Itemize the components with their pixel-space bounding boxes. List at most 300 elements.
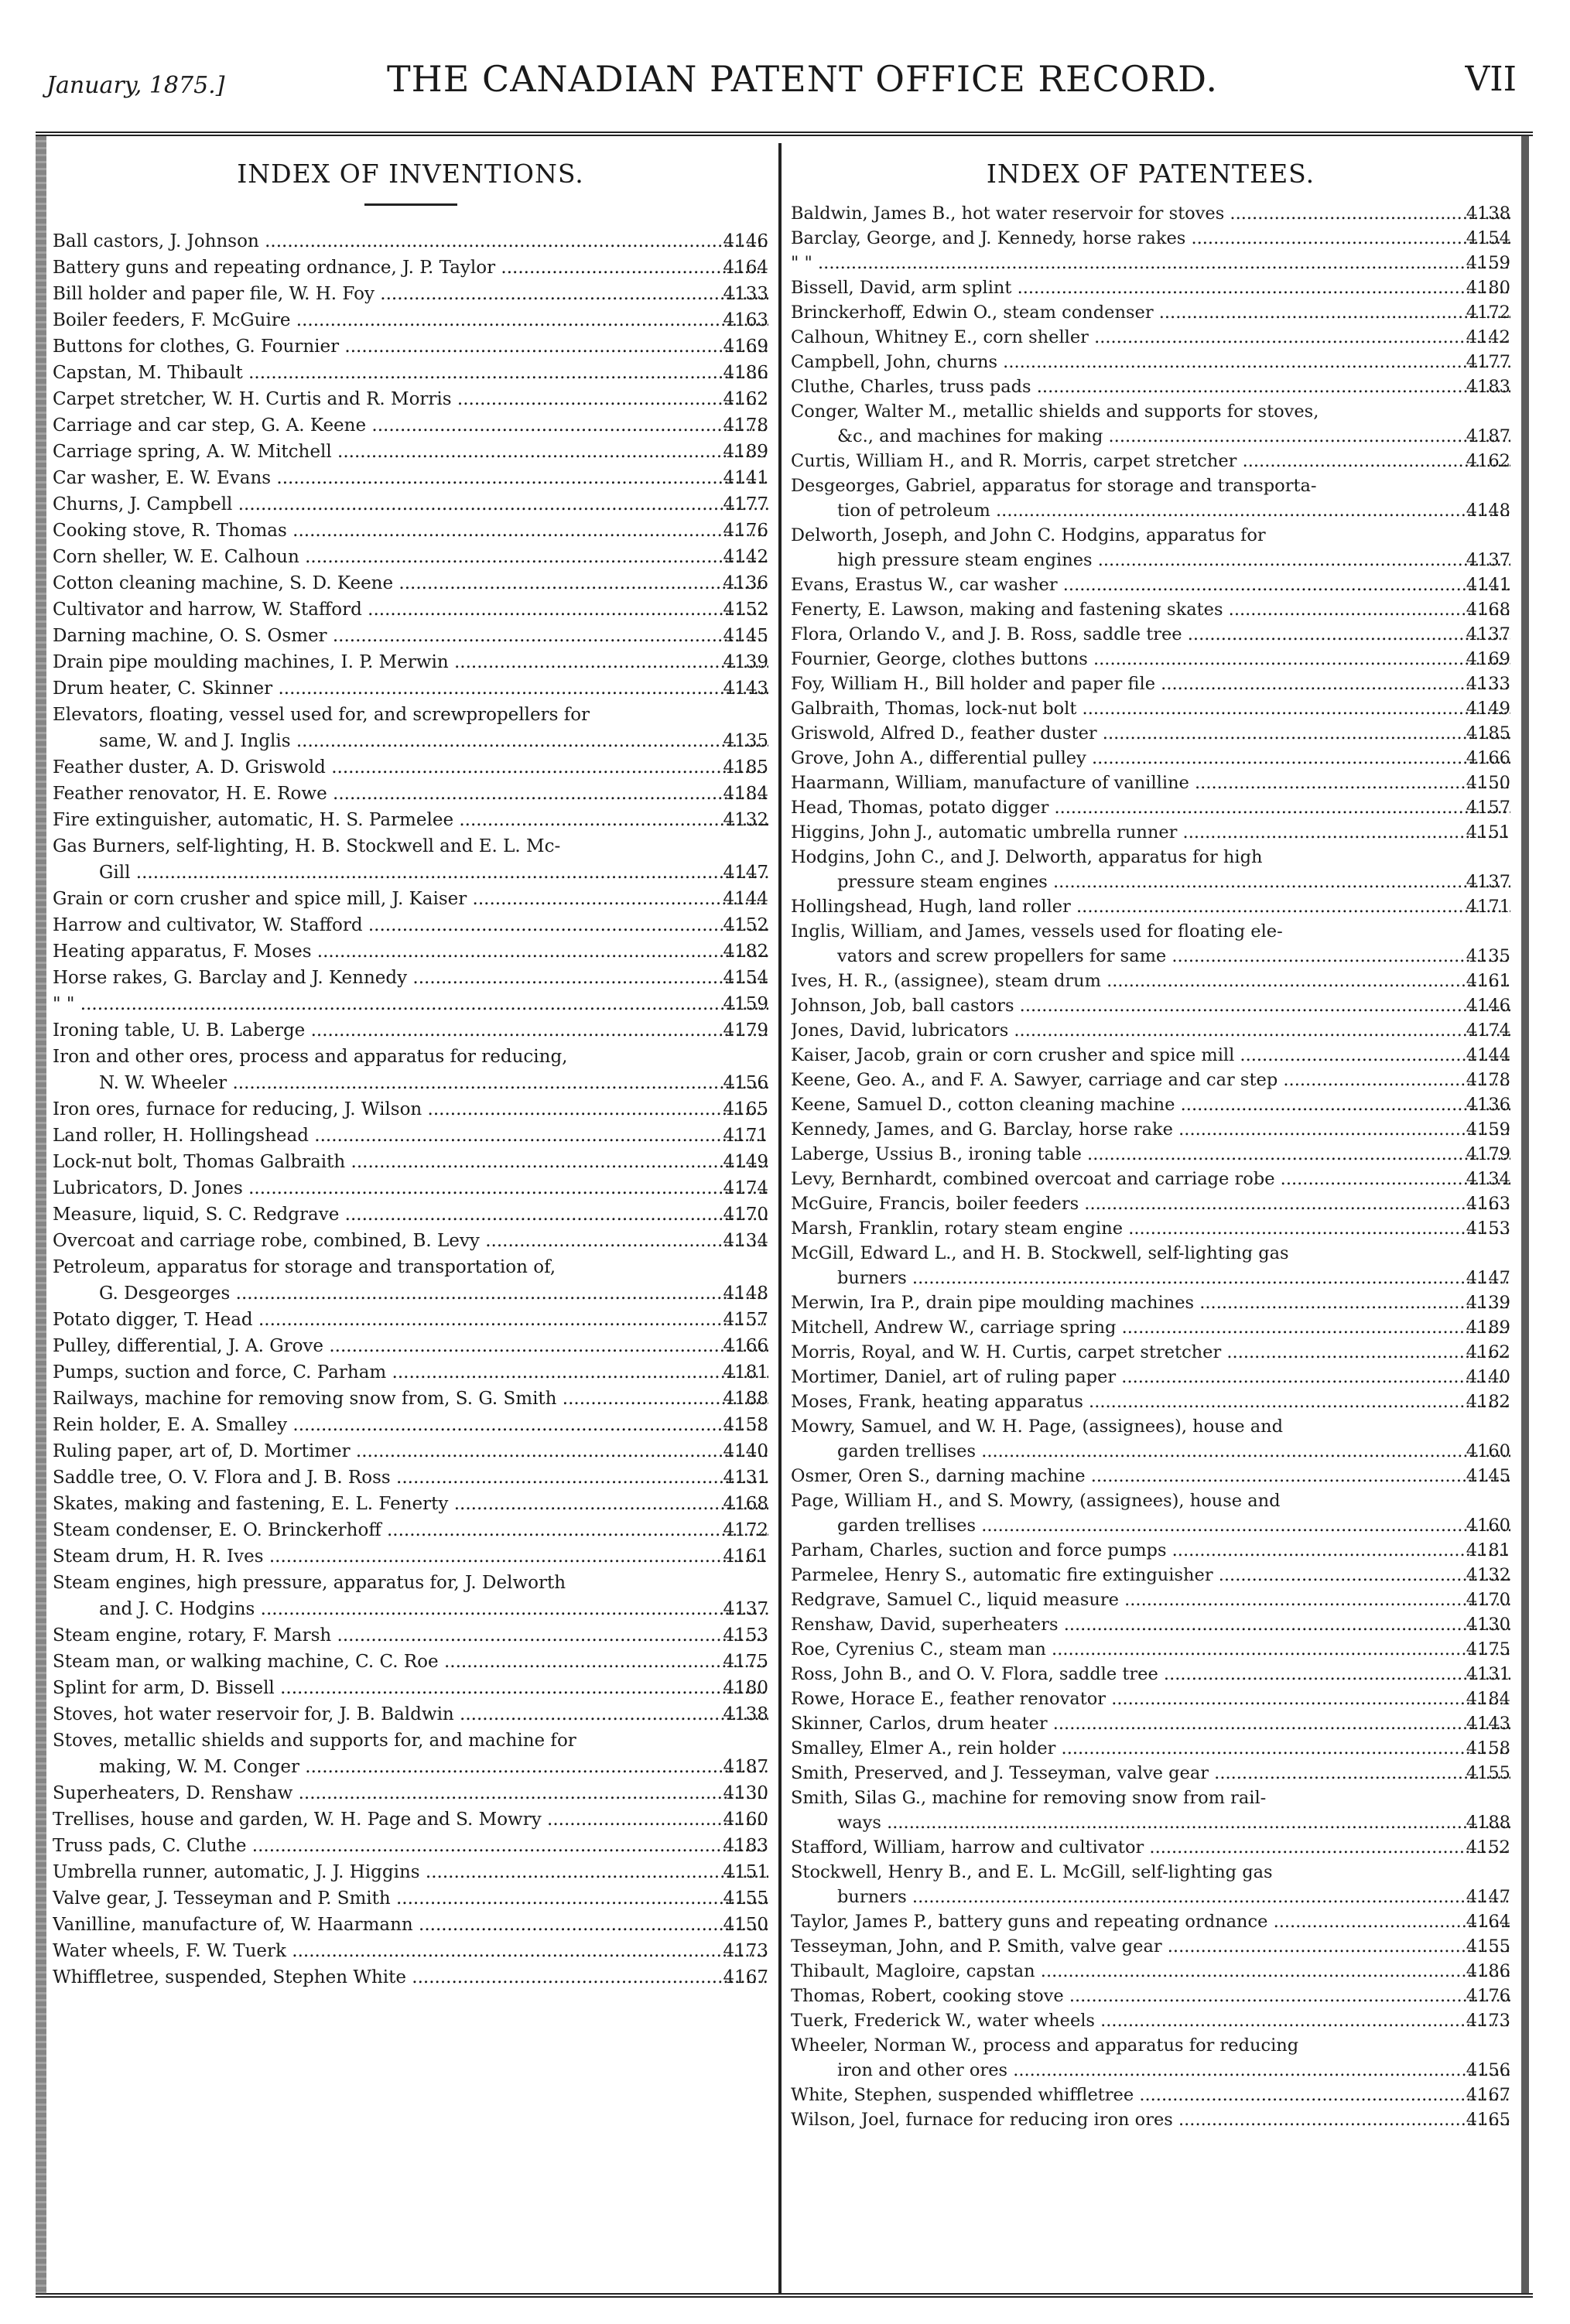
invention-patent-number: 4179 (723, 1020, 768, 1041)
frame-right-border (1521, 135, 1529, 2294)
patentee-entry-text: Keene, Geo. A., and F. A. Sawyer, carriage and car step ..... (791, 1068, 1510, 1092)
patentee-entry-text: Galbraith, Thomas, lock-nut bolt ..... (791, 696, 1510, 721)
patentee-entry (791, 1761, 1510, 1786)
patentee-entry-text: Haarmann, William, manufacture of vanilline ..... (791, 771, 1510, 795)
invention-entry-text: Carriage spring, A. W. Mitchell ..... (53, 439, 768, 465)
patentee-entry-text: Page, William H., and S. Mowry, (assignees), house and (791, 1491, 1281, 1511)
invention-entry-text: Buttons for clothes, G. Fournier ..... (53, 333, 768, 360)
invention-patent-number: 4171 (723, 1126, 768, 1146)
patentee-entry (791, 820, 1510, 845)
invention-entry-text: Potato digger, T. Head ..... (53, 1307, 768, 1333)
invention-entry-text: Iron and other ores, process and apparatus for reducing, (53, 1047, 568, 1067)
invention-patent-number: 4157 (723, 1310, 768, 1330)
patentee-entry (791, 1934, 1510, 1959)
invention-entry (53, 1517, 768, 1543)
invention-entry-continuation: Gill ..... (53, 860, 768, 886)
patentee-entry-text: Skinner, Carlos, drum heater ..... (791, 1711, 1510, 1736)
patentee-entry-text: Parmelee, Henry S., automatic fire extinguisher ..... (791, 1563, 1510, 1587)
patentee-entry (791, 374, 1510, 399)
patentees-title: INDEX OF PATENTEES. (986, 159, 1315, 189)
patentee-entry (791, 1736, 1510, 1761)
patentee-entry-continuation: pressure steam engines ..... (791, 870, 1510, 894)
patentee-entry-text: Morris, Royal, and W. H. Curtis, carpet stretcher ..... (791, 1340, 1510, 1365)
invention-patent-number: 4184 (723, 784, 768, 804)
patentee-entry (791, 696, 1510, 721)
patentee-patent-number: 4153 (1466, 1218, 1510, 1239)
patentee-patent-number: 4174 (1466, 1020, 1510, 1041)
invention-entry-text: Battery guns and repeating ordnance, J. P. Taylor ..... (53, 255, 768, 281)
patentee-patent-number: 4137 (1466, 624, 1510, 644)
patentee-entry-text: Johnson, Job, ball castors ..... (791, 993, 1510, 1018)
patentee-patent-number: 4139 (1466, 1293, 1510, 1313)
invention-entry-text: Steam engines, high pressure, apparatus for, J. Delworth (53, 1573, 566, 1593)
invention-entry-text: Harrow and cultivator, W. Stafford ..... (53, 912, 768, 938)
patentee-patent-number: 4135 (1466, 946, 1510, 966)
patentee-patent-number: 4162 (1466, 1342, 1510, 1362)
frame-left-border (36, 135, 46, 2294)
patentee-patent-number: 4145 (1466, 1466, 1510, 1486)
patentee-entry-continuation: burners ..... (791, 1266, 1510, 1290)
invention-entry (53, 965, 768, 991)
invention-entry-continuation: making, W. M. Conger ..... (53, 1754, 768, 1780)
invention-patent-number: 4174 (723, 1178, 768, 1198)
patentee-entry (791, 572, 1510, 597)
invention-entry-text: Ironing table, U. B. Laberge ..... (53, 1017, 768, 1044)
invention-patent-number: 4150 (723, 1915, 768, 1935)
patentee-entry (791, 993, 1510, 1018)
invention-entry (53, 281, 768, 307)
invention-patent-number: 4132 (723, 810, 768, 830)
invention-entry-text: Lubricators, D. Jones ..... (53, 1175, 768, 1201)
patentee-entry-text: Bissell, David, arm splint ..... (791, 275, 1510, 300)
patentee-entry-text: Grove, John A., differential pulley ..... (791, 746, 1510, 771)
invention-patent-number: 4182 (723, 942, 768, 962)
patentee-entry (791, 1488, 1510, 1538)
patentee-entry-text: Renshaw, David, superheaters ..... (791, 1612, 1510, 1637)
patentee-entry (791, 201, 1510, 226)
patentee-entry (791, 845, 1510, 894)
patentee-entry-text: Merwin, Ira P., drain pipe moulding machines ..... (791, 1290, 1510, 1315)
patentee-entry (791, 449, 1510, 473)
invention-patent-number: 4188 (723, 1389, 768, 1409)
patentee-entry-text: Brinckerhoff, Edwin O., steam condenser ..... (791, 300, 1510, 325)
invention-entry (53, 754, 768, 781)
patentee-entry-text: Ives, H. R., (assignee), steam drum ..... (791, 969, 1510, 993)
patentee-patent-number: 4154 (1466, 228, 1510, 248)
patentee-patent-number: 4160 (1466, 1441, 1510, 1461)
patentee-entry-continuation: high pressure steam engines ..... (791, 548, 1510, 572)
invention-entry (53, 807, 768, 833)
invention-patent-number: 4142 (723, 547, 768, 567)
invention-patent-number: 4162 (723, 389, 768, 409)
patentee-entry (791, 1018, 1510, 1043)
patentee-entry (791, 1687, 1510, 1711)
patentee-entry-text: Thomas, Robert, cooking stove ..... (791, 1984, 1510, 2008)
invention-patent-number: 4180 (723, 1678, 768, 1698)
invention-entry-text: Drain pipe moulding machines, I. P. Merwin ..... (53, 649, 768, 675)
invention-entry (53, 439, 768, 465)
patentee-patent-number: 4137 (1466, 872, 1510, 892)
patentee-entry-text: Kennedy, James, and G. Barclay, horse rake ..... (791, 1117, 1510, 1142)
invention-entry (53, 1359, 768, 1386)
patentee-entry-text: Kaiser, Jacob, grain or corn crusher and spice mill ..... (791, 1043, 1510, 1068)
invention-patent-number: 4149 (723, 1152, 768, 1172)
patentee-entry (791, 1612, 1510, 1637)
patentee-patent-number: 4132 (1466, 1565, 1510, 1585)
invention-entry-text: Lock-nut bolt, Thomas Galbraith ..... (53, 1149, 768, 1175)
patentee-patent-number: 4164 (1466, 1912, 1510, 1932)
journal-title: THE CANADIAN PATENT OFFICE RECORD. (387, 58, 1219, 100)
patentee-entry-text: Tuerk, Frederick W., water wheels ..... (791, 2008, 1510, 2033)
invention-entry-text: Heating apparatus, F. Moses ..... (53, 938, 768, 965)
patentee-entry (791, 1142, 1510, 1167)
patentee-entry (791, 672, 1510, 696)
patentee-patent-number: 4165 (1466, 2110, 1510, 2130)
invention-patent-number: 4151 (723, 1862, 768, 1882)
patentee-entry (791, 1167, 1510, 1191)
invention-patent-number: 4165 (723, 1099, 768, 1119)
invention-entry-text: Land roller, H. Hollingshead ..... (53, 1123, 768, 1149)
patentee-entry-text: Delworth, Joseph, and John C. Hodgins, apparatus for (791, 525, 1266, 545)
patentee-patent-number: 4171 (1466, 897, 1510, 917)
patentee-entry-text: Moses, Frank, heating apparatus ..... (791, 1389, 1510, 1414)
invention-entry (53, 1912, 768, 1938)
invention-entry-text: Skates, making and fastening, E. L. Fenerty ..... (53, 1491, 768, 1517)
invention-entry (53, 255, 768, 281)
patentee-entry-text: Hodgins, John C., and J. Delworth, apparatus for high (791, 847, 1263, 867)
invention-entry (53, 1491, 768, 1517)
patentee-entry-text: Campbell, John, churns ..... (791, 350, 1510, 374)
invention-patent-number: 4161 (723, 1546, 768, 1567)
invention-entry-text: Cotton cleaning machine, S. D. Keene ..... (53, 570, 768, 596)
patentee-entry (791, 795, 1510, 820)
invention-entry-continuation: N. W. Wheeler ..... (53, 1070, 768, 1096)
invention-entry-continuation: same, W. and J. Inglis ..... (53, 728, 768, 754)
patentee-entry-text: Baldwin, James B., hot water reservoir for stoves ..... (791, 201, 1510, 226)
invention-entry (53, 1438, 768, 1464)
patentee-entry (791, 350, 1510, 374)
patentee-patent-number: 4147 (1466, 1887, 1510, 1907)
patentee-patent-number: 4185 (1466, 723, 1510, 743)
invention-patent-number: 4187 (723, 1757, 768, 1777)
invention-entry-text: Truss pads, C. Cluthe ..... (53, 1833, 768, 1859)
invention-patent-number: 4189 (723, 442, 768, 462)
invention-patent-number: 4134 (723, 1231, 768, 1251)
patentee-patent-number: 4186 (1466, 1961, 1510, 1981)
title-rule (364, 203, 457, 206)
patentee-patent-number: 4159 (1466, 1119, 1510, 1140)
patentee-entry-continuation: tion of petroleum ..... (791, 498, 1510, 523)
invention-entry-text: Carpet stretcher, W. H. Curtis and R. Morris ..... (53, 386, 768, 412)
patentee-entry-text: Mortimer, Daniel, art of ruling paper ..... (791, 1365, 1510, 1389)
invention-entry (53, 1254, 768, 1307)
patentee-patent-number: 4137 (1466, 550, 1510, 570)
invention-entry (53, 1123, 768, 1149)
invention-entry (53, 1570, 768, 1622)
invention-entry (53, 1149, 768, 1175)
patentee-entry (791, 1315, 1510, 1340)
invention-patent-number: 4147 (723, 863, 768, 883)
invention-entry-text: Feather renovator, H. E. Rowe ..... (53, 781, 768, 807)
invention-entry-text: Steam man, or walking machine, C. C. Roe ..... (53, 1649, 768, 1675)
patentee-entry (791, 226, 1510, 251)
patentee-patent-number: 4175 (1466, 1639, 1510, 1659)
patentee-entry (791, 1043, 1510, 1068)
invention-entry (53, 1201, 768, 1228)
invention-entry (53, 412, 768, 439)
patentee-entry-text: Hollingshead, Hugh, land roller ..... (791, 894, 1510, 919)
patentee-entry (791, 473, 1510, 523)
invention-entry (53, 1096, 768, 1123)
patentee-entry (791, 1241, 1510, 1290)
patentee-patent-number: 4134 (1466, 1169, 1510, 1189)
patentee-patent-number: 4166 (1466, 748, 1510, 768)
invention-entry (53, 596, 768, 623)
patentee-patent-number: 4181 (1466, 1540, 1510, 1560)
patentee-entry (791, 771, 1510, 795)
patentee-entry (791, 2083, 1510, 2107)
patentee-entry-text: Evans, Erastus W., car washer ..... (791, 572, 1510, 597)
invention-entry (53, 465, 768, 491)
patentee-entry-text: Tesseyman, John, and P. Smith, valve gear ..... (791, 1934, 1510, 1959)
invention-entry (53, 360, 768, 386)
invention-entry-text: Ruling paper, art of, D. Mortimer ..... (53, 1438, 768, 1464)
patentee-entry (791, 1092, 1510, 1117)
patentee-patent-number: 4172 (1466, 302, 1510, 323)
patentee-patent-number: 4155 (1466, 1936, 1510, 1957)
invention-entry (53, 1543, 768, 1570)
patentee-entry-text: Laberge, Ussius B., ironing table ..... (791, 1142, 1510, 1167)
patentee-entry (791, 1464, 1510, 1488)
patentee-entry-continuation: garden trellises ..... (791, 1513, 1510, 1538)
invention-entry-text: Superheaters, D. Renshaw ..... (53, 1780, 768, 1806)
invention-entry (53, 1622, 768, 1649)
patentee-patent-number: 4156 (1466, 2060, 1510, 2080)
invention-entry-text: Carriage and car step, G. A. Keene ..... (53, 412, 768, 439)
invention-entry (53, 1228, 768, 1254)
patentee-entry-text: Griswold, Alfred D., feather duster ..... (791, 721, 1510, 746)
invention-entry-continuation: and J. C. Hodgins ..... (53, 1596, 768, 1622)
patentee-entry-text: Fournier, George, clothes buttons ..... (791, 647, 1510, 672)
invention-entry (53, 1464, 768, 1491)
invention-entry (53, 1964, 768, 1991)
patentee-entry-text: Foy, William H., Bill holder and paper file ..... (791, 672, 1510, 696)
invention-entry-text: Stoves, hot water reservoir for, J. B. Baldwin ..... (53, 1701, 768, 1728)
invention-entry (53, 1307, 768, 1333)
patentee-entry-text: Redgrave, Samuel C., liquid measure ..... (791, 1587, 1510, 1612)
invention-entry-text: Cooking stove, R. Thomas ..... (53, 518, 768, 544)
invention-patent-number: 4160 (723, 1810, 768, 1830)
invention-entry (53, 781, 768, 807)
invention-entry (53, 912, 768, 938)
patentee-entry (791, 1835, 1510, 1860)
patentee-entry-text: Curtis, William H., and R. Morris, carpet stretcher ..... (791, 449, 1510, 473)
invention-patent-number: 4164 (723, 258, 768, 278)
invention-patent-number: 4176 (723, 521, 768, 541)
patentee-entry-text: Smith, Silas G., machine for removing snow from rail- (791, 1788, 1267, 1808)
invention-entry-text: " " ..... (53, 991, 768, 1017)
patentee-entry (791, 1637, 1510, 1662)
invention-patent-number: 4185 (723, 757, 768, 778)
patentee-patent-number: 4167 (1466, 2085, 1510, 2105)
page-header (46, 58, 1517, 112)
invention-entry-text: Capstan, M. Thibault ..... (53, 360, 768, 386)
patentee-patent-number: 4131 (1466, 1664, 1510, 1684)
inventions-list (53, 228, 768, 1991)
patentee-entry-text: Parham, Charles, suction and force pumps ..... (791, 1538, 1510, 1563)
patentee-patent-number: 4162 (1466, 451, 1510, 471)
invention-patent-number: 4154 (723, 968, 768, 988)
patentee-patent-number: 4151 (1466, 822, 1510, 842)
patentee-patent-number: 4168 (1466, 600, 1510, 620)
patentee-entry-text: Marsh, Franklin, rotary steam engine ..... (791, 1216, 1510, 1241)
invention-entry-text: Car washer, E. W. Evans ..... (53, 465, 768, 491)
invention-entry-text: Iron ores, furnace for reducing, J. Wilson ..... (53, 1096, 768, 1123)
patentee-patent-number: 4146 (1466, 996, 1510, 1016)
patentee-entry-continuation: garden trellises ..... (791, 1439, 1510, 1464)
invention-patent-number: 4163 (723, 310, 768, 330)
invention-entry-text: Fire extinguisher, automatic, H. S. Parmelee ..... (53, 807, 768, 833)
inventions-column (53, 151, 768, 1987)
invention-patent-number: 4158 (723, 1415, 768, 1435)
invention-entry-text: Steam condenser, E. O. Brinckerhoff ..... (53, 1517, 768, 1543)
invention-entry-text: Umbrella runner, automatic, J. J. Higgins ..... (53, 1859, 768, 1885)
invention-patent-number: 4131 (723, 1468, 768, 1488)
invention-entry (53, 570, 768, 596)
invention-entry-text: Drum heater, C. Skinner ..... (53, 675, 768, 702)
patentee-entry (791, 1068, 1510, 1092)
patentee-patent-number: 4155 (1466, 1763, 1510, 1783)
patentee-entry-text: Wilson, Joel, furnace for reducing iron ores ..... (791, 2107, 1510, 2132)
invention-entry-text: Valve gear, J. Tesseyman and P. Smith ..... (53, 1885, 768, 1912)
patentee-entry (791, 523, 1510, 572)
patentee-entry (791, 1860, 1510, 1909)
patentee-entry-text: Cluthe, Charles, truss pads ..... (791, 374, 1510, 399)
patentee-patent-number: 4170 (1466, 1590, 1510, 1610)
patentee-entry (791, 1786, 1510, 1835)
invention-entry-text: Overcoat and carriage robe, combined, B. Levy ..... (53, 1228, 768, 1254)
patentee-entry (791, 1662, 1510, 1687)
patentee-entry (791, 746, 1510, 771)
invention-entry (53, 307, 768, 333)
invention-patent-number: 4137 (723, 1599, 768, 1619)
invention-patent-number: 4169 (723, 337, 768, 357)
patentee-entry-text: Head, Thomas, potato digger ..... (791, 795, 1510, 820)
patentee-patent-number: 4180 (1466, 278, 1510, 298)
invention-patent-number: 4136 (723, 573, 768, 593)
patentee-entry-text: Conger, Walter M., metallic shields and supports for stoves, (791, 402, 1319, 422)
invention-entry (53, 333, 768, 360)
invention-patent-number: 4135 (723, 731, 768, 751)
patentee-entry-continuation: iron and other ores ..... (791, 2058, 1510, 2083)
invention-patent-number: 4145 (723, 626, 768, 646)
patentee-entry (791, 1290, 1510, 1315)
patentee-patent-number: 4177 (1466, 352, 1510, 372)
patentee-entry (791, 1365, 1510, 1389)
invention-entry (53, 833, 768, 886)
patentee-entry-continuation: vators and screw propellers for same ..... (791, 944, 1510, 969)
invention-patent-number: 4173 (723, 1941, 768, 1961)
invention-entry (53, 938, 768, 965)
patentee-entry (791, 1117, 1510, 1142)
invention-patent-number: 4146 (723, 231, 768, 251)
invention-patent-number: 4153 (723, 1625, 768, 1646)
invention-entry-text: Petroleum, apparatus for storage and transportation of, (53, 1257, 556, 1277)
patentee-patent-number: 4136 (1466, 1095, 1510, 1115)
invention-entry (53, 1728, 768, 1780)
patentee-entry (791, 300, 1510, 325)
patentee-entry-text: Flora, Orlando V., and J. B. Ross, saddle tree ..... (791, 622, 1510, 647)
invention-entry (53, 228, 768, 255)
invention-entry-text: Saddle tree, O. V. Flora and J. B. Ross ..... (53, 1464, 768, 1491)
patentee-entry (791, 1959, 1510, 1984)
patentee-entry-text: Inglis, William, and James, vessels used for floating ele- (791, 921, 1283, 942)
patentee-patent-number: 4184 (1466, 1689, 1510, 1709)
patentee-entry (791, 1191, 1510, 1216)
invention-entry-text: Boiler feeders, F. McGuire ..... (53, 307, 768, 333)
patentee-entry (791, 1340, 1510, 1365)
invention-patent-number: 4140 (723, 1441, 768, 1461)
inventions-title: INDEX OF INVENTIONS. (237, 159, 584, 189)
patentee-entry (791, 1216, 1510, 1241)
patentee-entry-text: Keene, Samuel D., cotton cleaning machine ..... (791, 1092, 1510, 1117)
patentee-patent-number: 4163 (1466, 1194, 1510, 1214)
patentee-entry (791, 894, 1510, 919)
invention-entry (53, 991, 768, 1017)
invention-entry-text: Steam drum, H. R. Ives ..... (53, 1543, 768, 1570)
invention-patent-number: 4181 (723, 1362, 768, 1382)
patentee-patent-number: 4182 (1466, 1392, 1510, 1412)
patentee-entry-text: Stafford, William, harrow and cultivator ..... (791, 1835, 1510, 1860)
invention-entry-text: Cultivator and harrow, W. Stafford ..... (53, 596, 768, 623)
patentee-patent-number: 4187 (1466, 426, 1510, 446)
invention-entry (53, 1017, 768, 1044)
patentee-entry (791, 1538, 1510, 1563)
patentee-patent-number: 4143 (1466, 1714, 1510, 1734)
patentee-patent-number: 4173 (1466, 2011, 1510, 2031)
invention-entry-text: Bill holder and paper file, W. H. Foy ..... (53, 281, 768, 307)
patentee-entry-text: Desgeorges, Gabriel, apparatus for storage and transporta- (791, 476, 1317, 496)
invention-entry-text: Whiffletree, suspended, Stephen White ..... (53, 1964, 768, 1991)
patentee-patent-number: 4150 (1466, 773, 1510, 793)
patentee-entry (791, 1711, 1510, 1736)
patentee-patent-number: 4142 (1466, 327, 1510, 347)
patentee-entry (791, 1414, 1510, 1464)
invention-entry-text: Water wheels, F. W. Tuerk ..... (53, 1938, 768, 1964)
patentee-entry (791, 647, 1510, 672)
patentee-entry (791, 1587, 1510, 1612)
patentee-entry (791, 2033, 1510, 2083)
patentee-entry-text: Roe, Cyrenius C., steam man ..... (791, 1637, 1510, 1662)
invention-entry-text: Darning machine, O. S. Osmer ..... (53, 623, 768, 649)
patentee-entry (791, 919, 1510, 969)
patentee-entry (791, 325, 1510, 350)
column-divider (778, 143, 782, 2294)
patentees-list (791, 201, 1510, 2132)
patentee-entry-text: Fenerty, E. Lawson, making and fastening skates ..... (791, 597, 1510, 622)
patentee-entry-text: " " ..... (791, 251, 1510, 275)
page-number: VII (1465, 60, 1517, 99)
patentee-entry (791, 1984, 1510, 2008)
invention-patent-number: 4167 (723, 1967, 768, 1987)
invention-entry (53, 649, 768, 675)
invention-entry-text: Feather duster, A. D. Griswold ..... (53, 754, 768, 781)
patentee-patent-number: 4141 (1466, 575, 1510, 595)
invention-entry (53, 1806, 768, 1833)
invention-entry-text: Churns, J. Campbell ..... (53, 491, 768, 518)
patentee-entry-text: Jones, David, lubricators ..... (791, 1018, 1510, 1043)
patentee-entry-text: Mowry, Samuel, and W. H. Page, (assignees), house and (791, 1417, 1284, 1437)
